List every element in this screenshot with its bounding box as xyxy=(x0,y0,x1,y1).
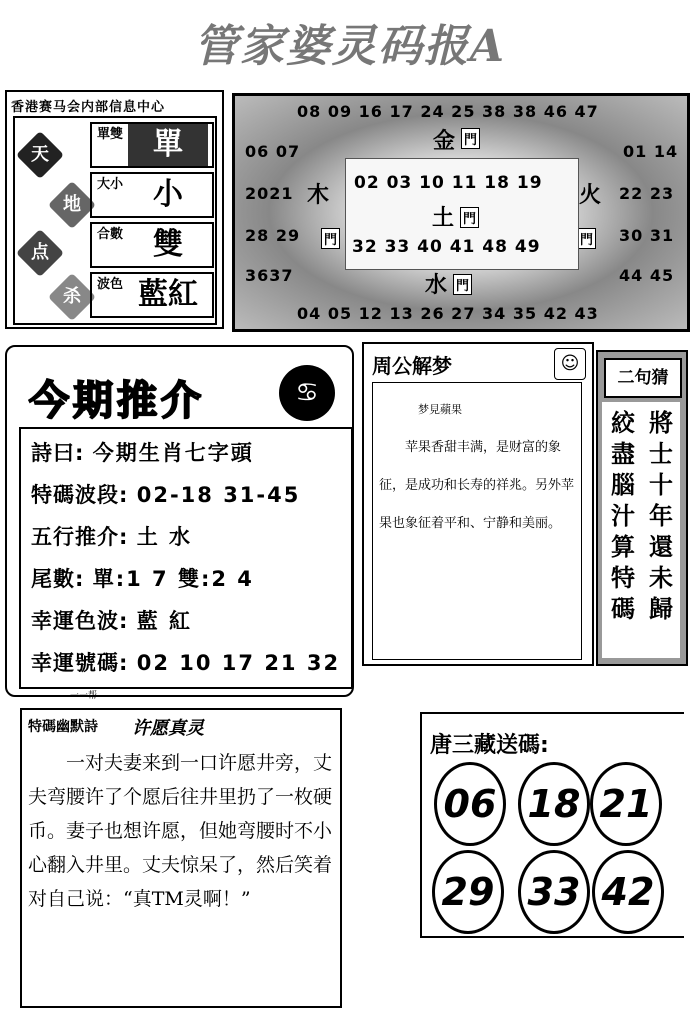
zodiac-tag: 杀 xyxy=(48,273,96,321)
zodiac-tag: 地 xyxy=(48,181,96,229)
gate-label: 門 xyxy=(461,128,480,149)
gate-label: 門 xyxy=(577,228,596,249)
poem-heading: 特碼幽默詩 xyxy=(28,719,98,735)
element-gold: 金 xyxy=(433,129,456,154)
recommend-row: 特碼波段: 02-18 31-45 xyxy=(31,483,301,507)
attribute-label: 波色 xyxy=(96,277,123,292)
info-center-heading: 香港赛马会内部信息中心 xyxy=(11,100,166,115)
left-numbers-row: 3637 xyxy=(245,266,294,285)
attribute-label: 大小 xyxy=(96,177,123,192)
recommend-panel xyxy=(5,345,354,697)
gate-label: 門 xyxy=(453,274,472,295)
attribute-value: 藍紅 xyxy=(138,277,198,312)
bottom-numbers: 04 05 12 13 26 27 34 35 42 43 xyxy=(297,304,599,323)
left-numbers-row: 06 07 xyxy=(245,142,301,161)
dream-figure-icon: ☺ xyxy=(554,348,586,380)
row-label: 特碼波段 xyxy=(31,483,119,507)
recommend-row: 五行推介: 土 水 xyxy=(31,525,193,549)
tang-title: 唐三藏送碼: xyxy=(430,733,549,758)
zodiac-tag: 点 xyxy=(16,229,64,277)
recommend-body xyxy=(19,427,353,689)
five-elements-panel xyxy=(232,93,690,332)
number-ball: 42 xyxy=(592,850,664,934)
gate-label: 門 xyxy=(460,207,479,228)
gate-label: 門 xyxy=(321,228,340,249)
poem-text: 一对夫妻来到一口许愿井旁，丈夫弯腰许了个愿后往井里扔了一枚硬币。妻子也想许愿，但她弯腰时不小心翻入井里。丈夫惊呆了，然后笑着对自己说：“真TM灵啊！” xyxy=(28,752,333,910)
dream-title: 周公解梦 xyxy=(372,354,452,378)
row-label: 五行推介 xyxy=(31,525,119,549)
recommend-title: 今期推介 xyxy=(29,378,205,424)
crab-logo-icon: ♋ xyxy=(279,365,335,421)
center-top-numbers: 02 03 10 11 18 19 xyxy=(354,173,543,193)
attribute-label: 單雙 xyxy=(96,127,123,142)
humor-poem-panel xyxy=(20,708,342,1008)
recommend-row: 詩曰: 今期生肖七字頭 xyxy=(31,441,254,465)
left-numbers-row: 28 29 xyxy=(245,226,301,245)
row-value: 02-18 31-45 xyxy=(136,483,301,507)
row-value: 藍 紅 xyxy=(136,609,193,633)
poem-title: 许愿真灵 xyxy=(132,718,204,739)
riddle-title: 二句猜 xyxy=(604,358,682,398)
info-center-panel xyxy=(5,90,224,329)
attribute-row-color xyxy=(90,272,214,318)
row-label: 詩曰 xyxy=(31,441,75,465)
center-box xyxy=(345,158,579,270)
row-value: 今期生肖七字頭 xyxy=(92,441,254,465)
number-ball: 33 xyxy=(518,850,590,934)
number-ball: 29 xyxy=(432,850,504,934)
row-value: 02 10 17 21 32 xyxy=(136,651,341,675)
recommend-row: 幸運色波: 藍 紅 xyxy=(31,609,193,633)
row-value: 土 水 xyxy=(136,525,193,549)
attribute-value: 雙 xyxy=(153,227,183,262)
element-earth: 土 xyxy=(432,206,455,231)
right-numbers-row: 01 14 xyxy=(623,142,679,161)
attribute-label: 合數 xyxy=(96,227,123,242)
dream-panel xyxy=(362,342,594,666)
row-label: 幸運色波 xyxy=(31,609,119,633)
center-bottom-numbers: 32 33 40 41 48 49 xyxy=(352,237,541,257)
page-title: 管家婆灵码报A xyxy=(193,21,507,72)
attribute-row-size xyxy=(90,172,214,218)
attribute-row-sum xyxy=(90,222,214,268)
row-label: 幸運號碼 xyxy=(31,651,119,675)
top-numbers: 08 09 16 17 24 25 38 38 46 47 xyxy=(297,102,599,121)
attribute-value: 單 xyxy=(128,124,208,166)
number-ball: 21 xyxy=(590,762,662,846)
riddle-panel xyxy=(596,350,688,666)
number-ball: 06 xyxy=(434,762,506,846)
zodiac-tag: 天 xyxy=(16,131,64,179)
riddle-body xyxy=(602,402,680,658)
riddle-line-1: 將士十年還未歸 xyxy=(649,409,673,623)
attribute-row-odd-even xyxy=(90,122,214,168)
element-fire: 火 xyxy=(579,183,602,208)
recommend-row: 幸運號碼: 02 10 17 21 32 xyxy=(31,651,341,675)
row-label: 尾數 xyxy=(31,567,75,591)
element-wood: 木 xyxy=(307,183,330,208)
right-numbers-row: 30 31 xyxy=(619,226,675,245)
tang-numbers-panel xyxy=(420,712,684,938)
row-value: 單:1 7 雙:2 4 xyxy=(92,567,254,591)
recommend-row: 尾數: 單:1 7 雙:2 4 xyxy=(31,567,254,591)
right-numbers-row: 22 23 xyxy=(619,184,675,203)
element-water: 水 xyxy=(425,273,448,298)
footer-mark: 一一帮 xyxy=(70,691,98,701)
dream-subtitle: 梦見蘋果 xyxy=(418,403,462,416)
attribute-grid xyxy=(13,116,217,325)
dream-body xyxy=(372,382,582,660)
left-numbers-row: 2021 xyxy=(245,184,294,203)
right-numbers-row: 44 45 xyxy=(619,266,675,285)
attribute-value: 小 xyxy=(153,177,183,212)
riddle-line-2: 絞盡腦汁算特碼 xyxy=(611,409,635,623)
dream-text: 苹果香甜丰满，是财富的象征，是成功和长寿的祥兆。另外苹果也象征着平和、宁静和美丽。 xyxy=(379,440,575,531)
number-ball: 18 xyxy=(518,762,590,846)
